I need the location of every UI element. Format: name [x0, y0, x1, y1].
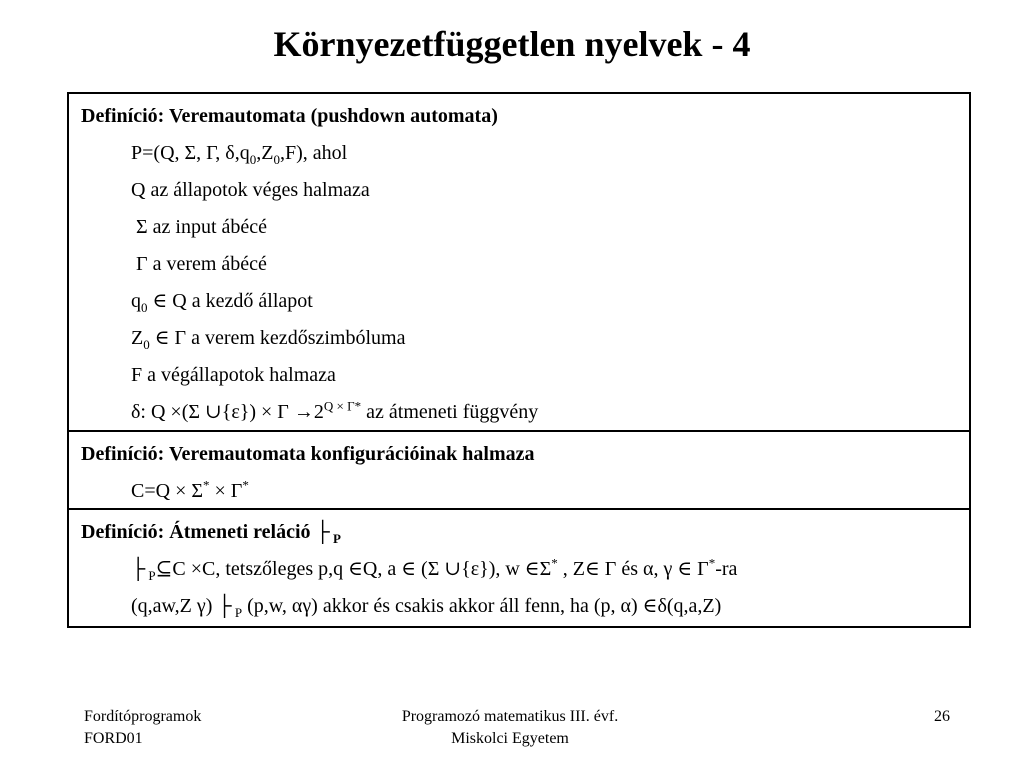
footer-university: Miskolci Egyetem [451, 730, 569, 747]
footer-course-name: Fordítóprogramok [84, 708, 202, 725]
definition-pushdown-automaton [69, 94, 969, 432]
configuration-set-line: C=Q × Σ* × Γ* [131, 477, 249, 502]
input-alphabet-line: Σ az input ábécé [136, 216, 268, 238]
page-title: Környezetfüggetlen nyelvek - 4 [273, 24, 751, 64]
definition-heading: Definíció: Veremautomata konfigurációinak halmaza [81, 443, 535, 465]
relation-domain-line: ├ $_P$⊆C ×C, tetszőleges p,q ∈Q, a ∈ (Σ ∪{ε}), w ∈Σ* , Z∈ Γ és α, γ ∈ Γ*-ra [131, 555, 738, 583]
definition-transition-relation [69, 510, 969, 626]
tuple-line: P=(Q, Σ, Γ, $\delta,q_0,Z_0,F$), ahol [131, 142, 348, 167]
final-states-line: F a végállapotok halmaza [131, 364, 336, 386]
footer-course-code: FORD01 [84, 730, 143, 747]
footer-program [330, 706, 690, 750]
footer-course [84, 706, 201, 750]
footer-program-name: Programozó matematikus III. évf. [401, 708, 619, 725]
stack-start-symbol-line: $Z_0$ ∈ Γ a verem kezdőszimbóluma [131, 327, 406, 352]
definition-heading: Definíció: Átmeneti reláció ├ $_P$ [81, 521, 341, 546]
definitions-box [67, 92, 971, 628]
definition-heading: Definíció: Veremautomata (pushdown automata) [81, 105, 498, 127]
page-number: 26 [934, 708, 950, 725]
start-state-line: $q_0$ ∈ Q a kezdő állapot [131, 290, 313, 315]
stack-alphabet-line: Γ a verem ábécé [136, 253, 267, 275]
transition-function-line: δ: Q ×(Σ ∪{ε}) × $\Gamma \to 2^{Q \times \Gamma*}$ az átmeneti függvény [131, 398, 539, 423]
relation-condition-line: (q,aw,Z γ) ├ $_P$ (p,w, αγ) akkor és csakis akkor áll fenn, ha (p, α) ∈δ(q,a,Z) [131, 595, 722, 620]
states-line: Q az állapotok véges halmaza [131, 179, 370, 201]
definition-configurations [69, 432, 969, 510]
